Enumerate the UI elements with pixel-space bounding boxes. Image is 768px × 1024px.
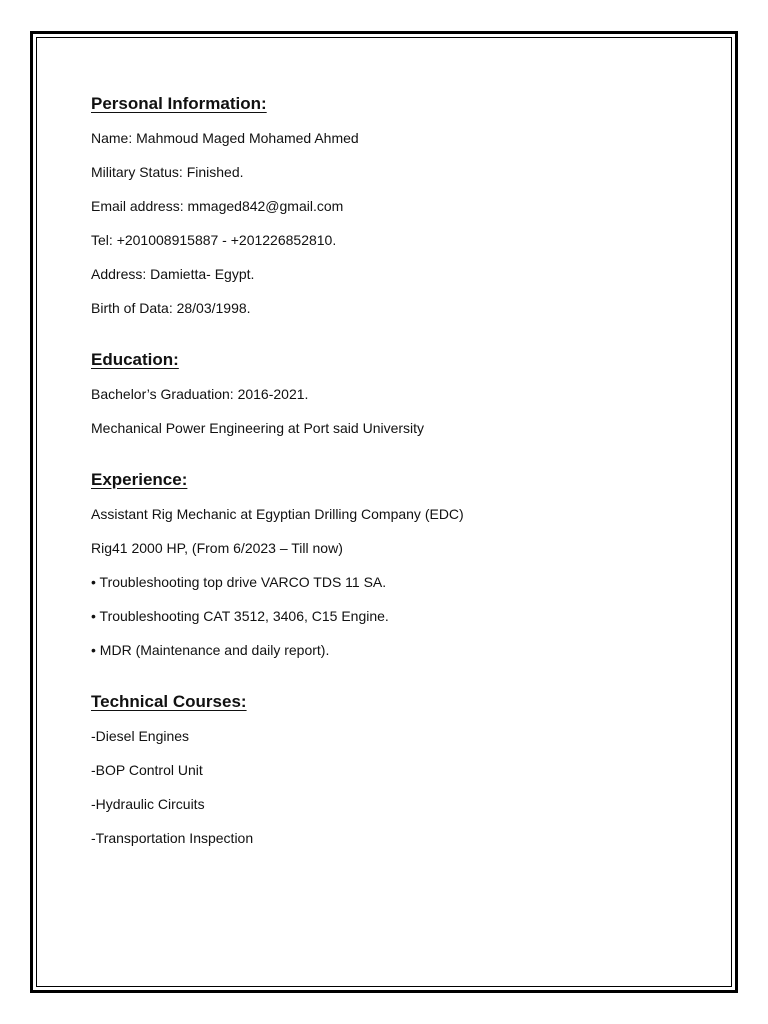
address-line xyxy=(91,262,711,286)
course-item: -Transportation Inspection xyxy=(91,830,254,846)
experience-duty-item: • Troubleshooting CAT 3512, 3406, C15 Engine. xyxy=(91,608,389,624)
education-section xyxy=(91,348,711,440)
course-item: -Hydraulic Circuits xyxy=(91,796,205,812)
course-item: -Diesel Engines xyxy=(91,728,190,744)
resume-content xyxy=(91,92,711,850)
experience-position-line: Assistant Rig Mechanic at Egyptian Drilling Company (EDC) xyxy=(91,506,464,522)
personal-information-section xyxy=(91,92,711,320)
experience-section xyxy=(91,468,711,662)
field-label: Address: xyxy=(91,266,147,282)
education-major-line: Mechanical Power Engineering at Port said University xyxy=(91,420,425,436)
personal-information-heading: Personal Information: xyxy=(91,94,267,113)
email-value: mmaged842@gmail.com xyxy=(187,198,344,214)
technical-courses-section xyxy=(91,690,711,850)
tel-line xyxy=(91,228,711,252)
military-status-line xyxy=(91,160,711,184)
education-heading: Education: xyxy=(91,350,179,369)
birth-date-line xyxy=(91,296,711,320)
experience-heading: Experience: xyxy=(91,470,188,489)
field-label: Military Status: xyxy=(91,164,183,180)
field-label: Name: xyxy=(91,130,133,146)
education-degree-line: Bachelor’s Graduation: 2016-2021. xyxy=(91,386,309,402)
name-value: Mahmoud Maged Mohamed Ahmed xyxy=(136,130,359,146)
experience-rig-line: Rig41 2000 HP, (From 6/2023 – Till now) xyxy=(91,540,343,556)
field-label: Tel: xyxy=(91,232,113,248)
birth-date-value: 28/03/1998. xyxy=(176,300,251,316)
experience-duty-item: • Troubleshooting top drive VARCO TDS 11 SA. xyxy=(91,574,387,590)
experience-duty-item: • MDR (Maintenance and daily report). xyxy=(91,642,330,658)
course-item: -BOP Control Unit xyxy=(91,762,203,778)
name-line xyxy=(91,126,711,150)
address-value: Damietta- Egypt. xyxy=(150,266,255,282)
tel-value: +201008915887 - +201226852810. xyxy=(116,232,337,248)
technical-courses-heading: Technical Courses: xyxy=(91,692,247,711)
field-label: Email address: xyxy=(91,198,184,214)
military-status-value: Finished. xyxy=(186,164,244,180)
email-line xyxy=(91,194,711,218)
field-label: Birth of Data: xyxy=(91,300,173,316)
